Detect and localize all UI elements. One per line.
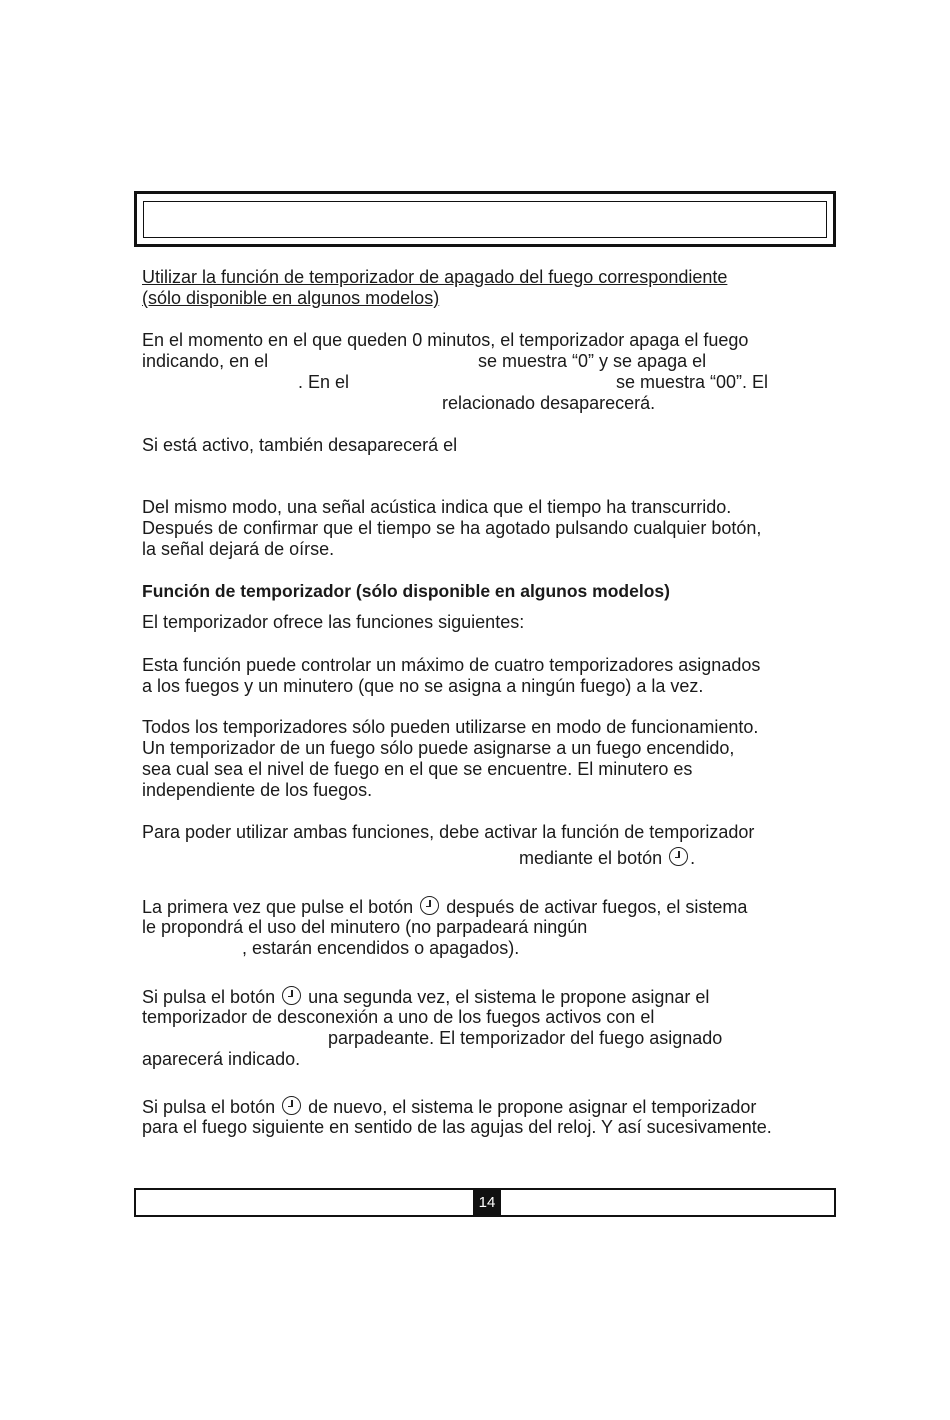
- paragraph-3-line3: la señal dejará de oírse.: [142, 539, 335, 559]
- paragraph-7-line1: [142, 896, 747, 918]
- paragraph-7-line1a: La primera vez que pulse el botón: [142, 897, 414, 917]
- paragraph-7-line1b: después de activar fuegos, el sistema: [446, 897, 748, 917]
- paragraph-3-line2: Después de confirmar que el tiempo se ha agotado pulsando cualquier botón,: [142, 518, 762, 538]
- paragraph-2-line1: Si está activo, también desaparecerá el: [142, 435, 458, 455]
- paragraph-1-line2a: indicando, en el: [142, 351, 269, 371]
- header-inner-frame: [143, 201, 827, 238]
- paragraph-5-line4: independiente de los fuegos.: [142, 780, 373, 800]
- header-frame: [134, 191, 836, 247]
- paragraph-4-line1: Esta función puede controlar un máximo de cuatro temporizadores asignados: [142, 655, 761, 675]
- paragraph-9-line2: para el fuego siguiente en sentido de las agujas del reloj. Y así sucesivamente.: [142, 1117, 772, 1137]
- paragraph-4-line2: a los fuegos y un minutero (que no se asigna a ningún fuego) a la vez.: [142, 676, 704, 696]
- paragraph-1-line4: relacionado desaparecerá.: [442, 393, 656, 413]
- paragraph-8-line2: temporizador de desconexión a uno de los fuegos activos con el: [142, 1007, 655, 1027]
- paragraph-3-line1: Del mismo modo, una señal acústica indica que el tiempo ha transcurrido.: [142, 497, 732, 517]
- paragraph-9-line1: [142, 1096, 756, 1118]
- paragraph-1-line3b: se muestra “00”. El: [616, 372, 769, 392]
- clock-icon: [282, 986, 301, 1005]
- paragraph-5-line2: Un temporizador de un fuego sólo puede asignarse a un fuego encendido,: [142, 738, 735, 758]
- paragraph-8-line4: aparecerá indicado.: [142, 1049, 301, 1069]
- paragraph-6-line2-end: .: [690, 848, 696, 868]
- paragraph-1-line2b: se muestra “0” y se apaga el: [478, 351, 707, 371]
- paragraph-7-line2: le propondrá el uso del minutero (no parpadeará ningún: [142, 917, 588, 937]
- clock-icon: [669, 847, 688, 866]
- paragraph-8-line1a: Si pulsa el botón: [142, 987, 276, 1007]
- paragraph-8-line1b: una segunda vez, el sistema le propone asignar el: [308, 987, 710, 1007]
- section-2-intro: El temporizador ofrece las funciones siguientes:: [142, 612, 525, 632]
- paragraph-1-line3a: . En el: [298, 372, 350, 392]
- paragraph-1-line1: En el momento en el que queden 0 minutos, el temporizador apaga el fuego: [142, 330, 749, 350]
- paragraph-5-line3: sea cual sea el nivel de fuego en el que se encuentre. El minutero es: [142, 759, 693, 779]
- footer-bar: [134, 1188, 836, 1217]
- paragraph-6-line1: Para poder utilizar ambas funciones, debe activar la función de temporizador: [142, 822, 755, 842]
- paragraph-9-line1a: Si pulsa el botón: [142, 1097, 276, 1117]
- paragraph-7-line3: , estarán encendidos o apagados).: [242, 938, 520, 958]
- paragraph-8-line1: [142, 986, 709, 1008]
- paragraph-8-line3: parpadeante. El temporizador del fuego asignado: [328, 1028, 723, 1048]
- clock-icon: [282, 1096, 301, 1115]
- section-heading-line1: Utilizar la función de temporizador de apagado del fuego correspondiente: [142, 267, 728, 287]
- section-2-heading: Función de temporizador (sólo disponible en algunos modelos): [142, 581, 670, 601]
- paragraph-5-line1: Todos los temporizadores sólo pueden utilizarse en modo de funcionamiento.: [142, 717, 759, 737]
- paragraph-9-line1b: de nuevo, el sistema le propone asignar el temporizador: [308, 1097, 757, 1117]
- page-number: 14: [473, 1190, 501, 1215]
- clock-icon: [420, 896, 439, 915]
- paragraph-6-line2-text: mediante el botón: [519, 848, 663, 868]
- section-heading-line2: (sólo disponible en algunos modelos): [142, 288, 440, 308]
- paragraph-6-line2: [519, 847, 695, 869]
